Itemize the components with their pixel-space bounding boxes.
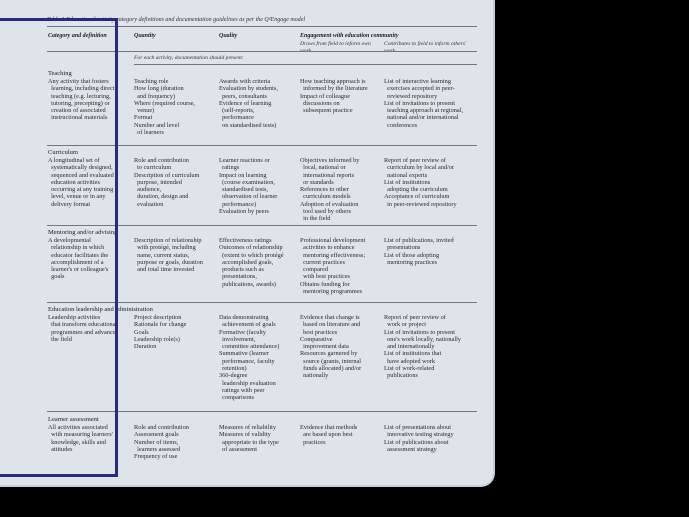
- header-rule: [47, 51, 477, 52]
- header-draws: Draws from field to inform own work: [300, 41, 371, 54]
- subheader-rule: [134, 64, 477, 65]
- cell-quality: Awards with criteria Evaluation by students, peers, consultants Evidence of learning (self-reports, performance on standardised tests): [219, 78, 278, 129]
- cell-quantity: Teaching role How long (duration and frequency) Where (required course, venue) Format Number and level of learners: [134, 78, 196, 137]
- cell-quality: Measures of reliability Measures of validity appropriate to the type of assessment: [219, 424, 279, 453]
- row-title: Curriculum: [48, 149, 78, 156]
- cell-contributes: List of interactive learning exercises accepted in peer- reviewed repository List of invitations to present teaching approach at regional, national and/or international conferences: [384, 78, 464, 129]
- cell-definition: All activities associated with measuring learners' knowledge, skills and attitudes: [48, 424, 113, 453]
- cell-contributes: Report of peer review of curriculum by local and/or national experts List of institutions adopting the curriculum Acceptance of curriculum in peer-reviewed repository: [384, 157, 457, 208]
- row-title: Learner assessment: [48, 416, 99, 423]
- cell-quality: Learner reactions or ratings Impact on learning (course examination, standardised tests, observation of learner performance) Evaluation by peers: [219, 157, 278, 216]
- header-for-each: For each activity, documentation should present:: [134, 55, 244, 61]
- cell-quality: Effectiveness ratings Outcomes of relationship (extent to which protégé accomplished goals, products such as presentations, publications, awards): [219, 237, 284, 288]
- cell-definition: Leadership activities that transform educational programmes and advance the field: [48, 314, 118, 343]
- cell-draws: Professional development activities to enhance mentoring effectiveness; current practices compared with best practices Obtains funding for mentoring programmes: [300, 237, 366, 296]
- header-quality: Quality: [219, 33, 238, 39]
- row-title: Teaching: [48, 70, 72, 77]
- cell-quantity: Role and contribution to curriculum Description of curriculum purpose, intended audience, duration, design and evaluation: [134, 157, 200, 208]
- row-divider: [47, 411, 477, 412]
- cell-draws: How teaching approach is informed by the literature Impact of colleague discussions on subsequent practice: [300, 78, 368, 115]
- header-contributes: Contributes to field to inform others' work: [384, 41, 467, 54]
- table-caption: Table 1 Educational activity category definitions and documentation guidelines as per the Q²Engage model: [47, 17, 306, 23]
- row-divider: [47, 145, 477, 146]
- header-engagement: Engagement with education community: [300, 33, 399, 39]
- cell-contributes: Report of peer review of work or project List of invitations to present one's work locally, nationally and internationally List of institutions that have adopted work List of work-related publications: [384, 314, 461, 380]
- cell-quantity: Project description Rationale for change Goals Leadership role(s) Duration: [134, 314, 187, 351]
- cell-definition: Any activity that fosters learning, including direct teaching (e.g. lecturing, tutoring, precepting) or creation of associated instructional materials: [48, 78, 115, 122]
- cell-quality: Data demonstrating achievement of goals Formative (faculty involvement, committee attendance) Summative (learner performance, faculty retention) 360-degree leadership evaluation ratings with peer comparisons: [219, 314, 280, 402]
- cell-contributes: List of publications, invited presentations List of those adopting mentoring practices: [384, 237, 454, 266]
- cell-draws: Objectives informed by local, national or international reports or standards References to other curriculum models Adoption of evaluation tool used by others in the field: [300, 157, 360, 223]
- row-title: Education leadership and administration: [48, 306, 153, 313]
- cell-draws: Evidence that change is based on literature and best practices Comparative improvement data Resources garnered by source (grants, internal funds allocated) and/or nationally: [300, 314, 362, 380]
- header-category: Category and definition: [48, 33, 107, 39]
- cell-quantity: Description of relationship with protégé, including name, current status, purpose or goals, duration and total time invested: [134, 237, 203, 274]
- cell-quantity: Role and contribution Assessment goals Number of items, learners assessed Frequency of use: [134, 424, 189, 461]
- cell-definition: A longitudinal set of systematically designed, sequenced and evaluated education activities occurring at any training level, venue or in any delivery format: [48, 157, 114, 208]
- row-divider: [47, 302, 477, 303]
- cell-contributes: List of presentations about innovative testing strategy List of publications about assessment strategy: [384, 424, 454, 453]
- top-rule: [47, 26, 477, 27]
- row-divider: [47, 225, 477, 226]
- cell-draws: Evidence that methods are based upon best practices: [300, 424, 358, 446]
- row-title: Mentoring and/or advising: [48, 229, 118, 236]
- header-quantity: Quantity: [134, 33, 156, 39]
- cell-definition: A developmental relationship in which educator facilitates the accomplishment of a learner's or colleague's goals: [48, 237, 109, 281]
